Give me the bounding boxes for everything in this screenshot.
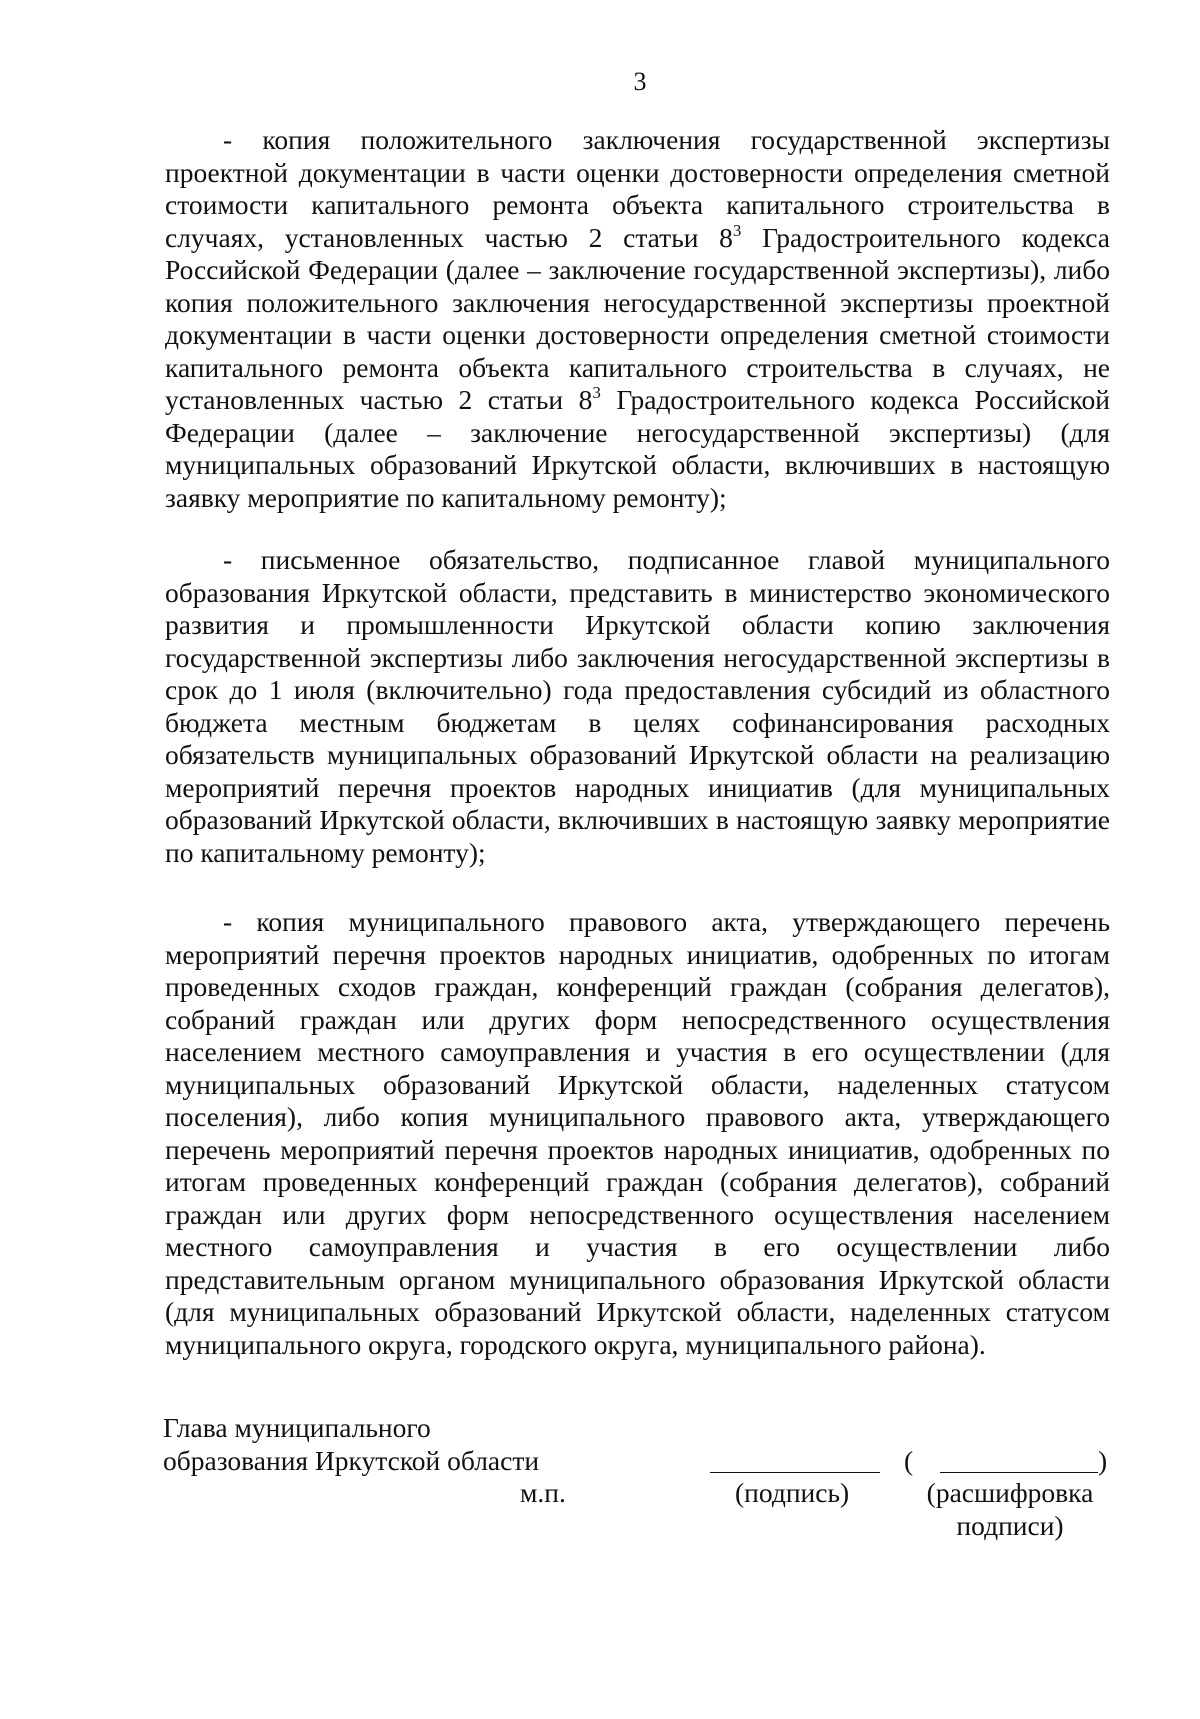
superscript: 3: [592, 383, 601, 402]
paragraph-municipal-act-copy: - копия муниципального правового акта, утверждающего перечень мероприятий перечня проектов народных инициатив, одобренных по итогам проведенных сходов граждан, конференций граждан (собрания делегатов), собраний граждан или других форм непосредственного осуществления населением местного самоуправления и участия в его осуществлении (для муниципальных образований Иркутской области, наделенных статусом поселения), либо копия муниципального правового акта, утверждающего перечень мероприятий перечня проектов народных инициатив, одобренных по итогам проведенных конференций граждан (собрания делегатов), собраний граждан или других форм непосредственного осуществления населением местного самоуправления и участия в его осуществлении либо представительным органом муниципального образования Иркутской области (для муниципальных образований Иркутской области, наделенных статусом муниципального округа, городского округа, муниципального района).: [165, 906, 1110, 1360]
signatory-title-line1: Глава муниципального: [163, 1412, 431, 1443]
paragraph-text: - копия положительного заключения государственной экспертизы проектной документации в части оценки достоверности определения сметной стоимости капитального ремонта объекта капитального строительства в случаях, установленных частью 2 статьи 8: [165, 124, 1110, 253]
decode-caption-line1: (расшифровка: [926, 1477, 1094, 1508]
open-paren: (: [904, 1445, 914, 1476]
seal-label: м.п.: [520, 1477, 566, 1508]
page-number: 3: [633, 67, 647, 96]
superscript: 3: [732, 220, 742, 240]
paragraph-text: Градостроительного кодекса Российской Федерации (далее – заключение негосударственной экспертизы) (для муниципальных образований Иркутской области, включивших в настоящую заявку мероприятие по капитальному ремонту);: [165, 384, 1110, 513]
signature-caption: (подпись): [735, 1477, 850, 1508]
paragraph-written-obligation: - письменное обязательство, подписанное главой муниципального образования Иркутской области, представить в министерство экономического развития и промышленности Иркутской области копию заключения государственной экспертизы либо заключения негосударственной экспертизы в срок до 1 июля (включительно) года предоставления субсидий из областного бюджета местным бюджетам в целях софинансирования расходных обязательств муниципальных образований Иркутской области на реализацию мероприятий перечня проектов народных инициатив (для муниципальных образований Иркутской области, включивших в настоящую заявку мероприятие по капитальному ремонту);: [165, 544, 1110, 868]
decode-caption-line2: подписи): [956, 1509, 1064, 1541]
close-paren: ): [1098, 1445, 1108, 1476]
signature-line: [710, 1472, 880, 1473]
signatory-title-line2: образования Иркутской области: [163, 1445, 540, 1476]
signature-decode-caption: [920, 1477, 1100, 1542]
signature-decode-line: [940, 1472, 1098, 1473]
paragraph-state-expertise-copy: [165, 124, 1110, 514]
paragraph-text: Градостроительного кодекса Российской Федерации (далее – заключение государственной экспертизы), либо копия положительного заключения негосударственной экспертизы проектной документации в части оценки достоверности определения сметной стоимости капитального ремонта объекта капитального строительства в случаях, не установленных частью 2 статьи 8: [165, 221, 1111, 415]
